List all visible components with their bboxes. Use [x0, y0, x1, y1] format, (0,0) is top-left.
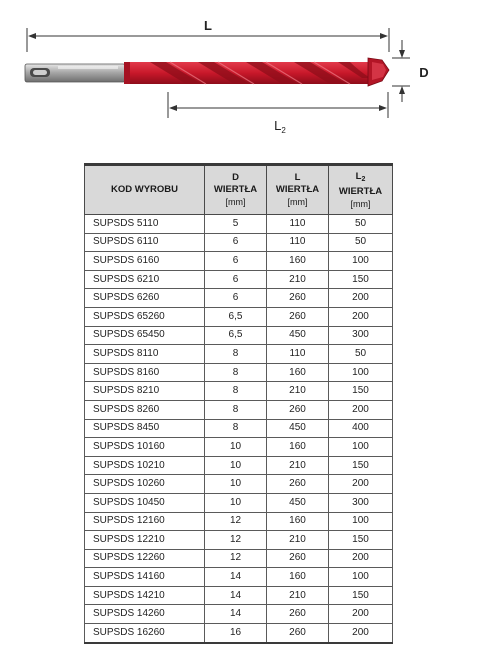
cell-working-length: 150 — [329, 456, 393, 475]
cell-diameter: 8 — [205, 400, 267, 419]
header-length — [267, 165, 329, 215]
header-diameter — [205, 165, 267, 215]
table-row — [85, 215, 393, 234]
cell-diameter: 6 — [205, 270, 267, 289]
spec-table-container — [84, 163, 392, 644]
table-row — [85, 549, 393, 568]
cell-length: 450 — [267, 493, 329, 512]
cell-working-length: 100 — [329, 512, 393, 531]
header-length-letter: L — [294, 172, 301, 183]
cell-diameter: 10 — [205, 475, 267, 494]
cell-working-length: 150 — [329, 586, 393, 605]
cell-length: 260 — [267, 605, 329, 624]
table-row — [85, 326, 393, 345]
cell-working-length: 200 — [329, 400, 393, 419]
svg-text:L2 — [274, 118, 286, 135]
cell-code: SUPSDS 6210 — [85, 270, 205, 289]
cell-code: SUPSDS 12210 — [85, 531, 205, 550]
cell-diameter: 10 — [205, 438, 267, 457]
cell-working-length: 150 — [329, 382, 393, 401]
table-row — [85, 400, 393, 419]
header-code — [85, 165, 205, 215]
cell-length: 260 — [267, 289, 329, 308]
cell-diameter: 10 — [205, 493, 267, 512]
cell-working-length: 50 — [329, 233, 393, 252]
table-row — [85, 605, 393, 624]
cell-length: 210 — [267, 456, 329, 475]
header-working-length-name: WIERTŁA — [338, 185, 383, 197]
cell-diameter: 6 — [205, 252, 267, 271]
cell-length: 110 — [267, 345, 329, 364]
header-diameter-name: WIERTŁA — [213, 184, 258, 195]
cell-working-length: 50 — [329, 345, 393, 364]
table-row — [85, 270, 393, 289]
cell-length: 110 — [267, 215, 329, 234]
cell-length: 260 — [267, 307, 329, 326]
cell-code: SUPSDS 16260 — [85, 624, 205, 643]
cell-code: SUPSDS 14260 — [85, 605, 205, 624]
cell-code: SUPSDS 12260 — [85, 549, 205, 568]
cell-diameter: 5 — [205, 215, 267, 234]
header-working-length-sub: 2 — [361, 175, 366, 183]
cell-code: SUPSDS 8260 — [85, 400, 205, 419]
cell-length: 160 — [267, 252, 329, 271]
cell-length: 450 — [267, 419, 329, 438]
working-length-subscript: 2 — [281, 126, 286, 135]
length-dimension — [27, 18, 389, 52]
table-header-row — [85, 165, 393, 215]
cell-length: 210 — [267, 270, 329, 289]
cell-length: 210 — [267, 586, 329, 605]
header-diameter-letter: D — [232, 172, 239, 183]
cell-diameter: 6,5 — [205, 326, 267, 345]
header-length-name: WIERTŁA — [275, 184, 320, 195]
fluted-body — [124, 62, 370, 84]
table-row — [85, 252, 393, 271]
table-row — [85, 568, 393, 587]
cell-length: 110 — [267, 233, 329, 252]
cell-working-length: 200 — [329, 475, 393, 494]
table-row — [85, 456, 393, 475]
cell-length: 260 — [267, 475, 329, 494]
cell-working-length: 100 — [329, 568, 393, 587]
table-row — [85, 624, 393, 643]
cell-diameter: 12 — [205, 549, 267, 568]
sds-shank — [25, 64, 125, 82]
cell-code: SUPSDS 65450 — [85, 326, 205, 345]
table-row — [85, 512, 393, 531]
cell-diameter: 12 — [205, 531, 267, 550]
cell-code: SUPSDS 10210 — [85, 456, 205, 475]
cell-code: SUPSDS 6110 — [85, 233, 205, 252]
cell-working-length: 150 — [329, 531, 393, 550]
cell-working-length: 400 — [329, 419, 393, 438]
cell-length: 450 — [267, 326, 329, 345]
cell-working-length: 200 — [329, 289, 393, 308]
header-working-length-letter: L — [355, 170, 362, 182]
cell-working-length: 100 — [329, 363, 393, 382]
cell-diameter: 14 — [205, 568, 267, 587]
cell-working-length: 50 — [329, 215, 393, 234]
header-diameter-unit: [mm] — [225, 197, 246, 207]
cell-diameter: 12 — [205, 512, 267, 531]
header-code-label: KOD WYROBU — [110, 184, 179, 195]
drill-bit-diagram — [0, 0, 480, 150]
cell-code: SUPSDS 5110 — [85, 215, 205, 234]
cell-code: SUPSDS 14160 — [85, 568, 205, 587]
cell-working-length: 300 — [329, 493, 393, 512]
cell-diameter: 6,5 — [205, 307, 267, 326]
header-length-unit: [mm] — [287, 197, 308, 207]
cell-diameter: 8 — [205, 345, 267, 364]
cell-code: SUPSDS 8160 — [85, 363, 205, 382]
cell-length: 210 — [267, 531, 329, 550]
header-working-length — [329, 165, 393, 215]
cell-diameter: 6 — [205, 233, 267, 252]
diameter-label: D — [419, 65, 429, 80]
cell-length: 210 — [267, 382, 329, 401]
table-row — [85, 289, 393, 308]
table-row — [85, 382, 393, 401]
cell-length: 260 — [267, 400, 329, 419]
cell-working-length: 200 — [329, 624, 393, 643]
table-row — [85, 438, 393, 457]
length-label: L — [204, 18, 212, 33]
cell-diameter: 14 — [205, 586, 267, 605]
cell-working-length: 200 — [329, 605, 393, 624]
cell-code: SUPSDS 8110 — [85, 345, 205, 364]
spec-table — [84, 163, 393, 644]
cell-code: SUPSDS 12160 — [85, 512, 205, 531]
cell-length: 160 — [267, 438, 329, 457]
table-row — [85, 586, 393, 605]
cell-length: 260 — [267, 624, 329, 643]
table-row — [85, 307, 393, 326]
cell-working-length: 200 — [329, 307, 393, 326]
cell-code: SUPSDS 10450 — [85, 493, 205, 512]
cell-diameter: 16 — [205, 624, 267, 643]
cell-diameter: 6 — [205, 289, 267, 308]
cell-code: SUPSDS 65260 — [85, 307, 205, 326]
cell-code: SUPSDS 10160 — [85, 438, 205, 457]
table-row — [85, 419, 393, 438]
cell-code: SUPSDS 6160 — [85, 252, 205, 271]
table-row — [85, 493, 393, 512]
cell-code: SUPSDS 6260 — [85, 289, 205, 308]
cell-working-length: 100 — [329, 438, 393, 457]
working-length-dimension — [168, 92, 388, 135]
cell-length: 160 — [267, 363, 329, 382]
cell-working-length: 100 — [329, 252, 393, 271]
table-row — [85, 363, 393, 382]
header-working-length-unit: [mm] — [350, 198, 371, 209]
cell-working-length: 300 — [329, 326, 393, 345]
cell-diameter: 8 — [205, 382, 267, 401]
cell-diameter: 8 — [205, 419, 267, 438]
table-row — [85, 233, 393, 252]
cell-diameter: 8 — [205, 363, 267, 382]
cell-length: 260 — [267, 549, 329, 568]
cell-code: SUPSDS 14210 — [85, 586, 205, 605]
cell-length: 160 — [267, 568, 329, 587]
cell-working-length: 200 — [329, 549, 393, 568]
cell-code: SUPSDS 8450 — [85, 419, 205, 438]
carbide-tip — [368, 58, 389, 86]
spec-table-body — [85, 215, 393, 643]
cell-diameter: 14 — [205, 605, 267, 624]
diameter-dimension — [392, 40, 429, 102]
table-row — [85, 475, 393, 494]
cell-working-length: 150 — [329, 270, 393, 289]
table-row — [85, 345, 393, 364]
working-length-label: L — [274, 118, 282, 133]
cell-code: SUPSDS 8210 — [85, 382, 205, 401]
cell-length: 160 — [267, 512, 329, 531]
table-row — [85, 531, 393, 550]
cell-diameter: 10 — [205, 456, 267, 475]
cell-code: SUPSDS 10260 — [85, 475, 205, 494]
